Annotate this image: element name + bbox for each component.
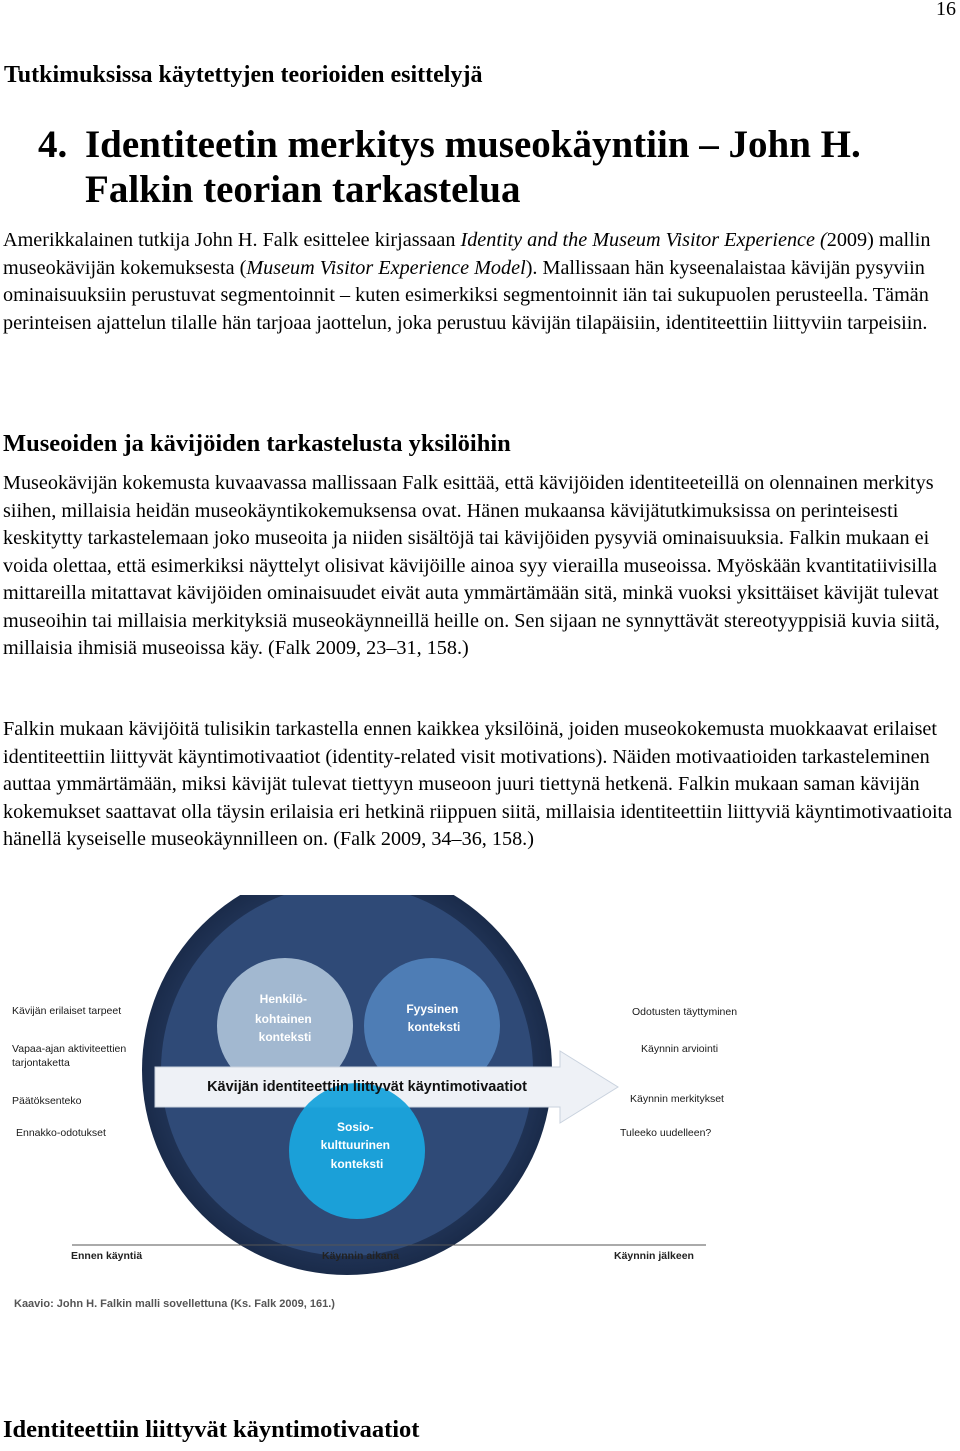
section-title: Tutkimuksissa käytettyjen teorioiden esittelyjä <box>4 62 483 88</box>
timeline-before: Ennen käyntiä <box>71 1250 143 1262</box>
chapter-title-line-1: Identiteetin merkitys museokäyntiin – John H. <box>85 123 861 166</box>
page-number: 16 <box>936 0 956 20</box>
right-item-4: Tuleeko uudelleen? <box>620 1127 712 1139</box>
left-item-2b: tarjontaketta <box>12 1057 70 1069</box>
left-item-3: Päätöksenteko <box>12 1095 82 1107</box>
intro-text-1: Amerikkalainen tutkija John H. Falk esittelee kirjassaan <box>3 229 461 251</box>
left-item-2a: Vapaa-ajan aktiviteettien <box>12 1043 127 1055</box>
heading-visitors: Museoiden ja kävijöiden tarkastelusta yksilöihin <box>3 430 511 457</box>
chapter-title <box>38 122 861 212</box>
sociocultural-context-label: Sosio- kulttuurinen konteksti <box>320 1120 390 1171</box>
right-item-3: Käynnin merkitykset <box>630 1093 724 1105</box>
paragraph-1: Museokävijän kokemusta kuvaavassa mallissaan Falk esittää, että kävijöiden identiteeteillä on olennainen merkitys siihen, millaisia heidän museokäyntikokemuksensa ovat. Hänen mukaansa kävijätutkimuksissa on perinteisesti keskitytty tarkastelemaan joko museoita ja niiden sisältöjä tai kävijöiden pysyviä ominaisuuksia. Falkin mukaan ei voida olettaa, että esimerkiksi näyttelyt olisivat kävijöille ainoa syy vierailla museoissa. Myöskään kvantitatiivisilla mittareilla mitattavat kävijöiden ominaisuudet eivät auta ymmärtämään sitä, minkä vuoksi yksittäiset kävijät tulevat museoihin tai millaisia merkityksiä museokäynneillä heille on. Sen sijaan ne synnyttävät stereotyyppisiä kuvia siitä, millaisia ihmisiä museoissa käy. (Falk 2009, 23–31, 158.) <box>3 472 940 659</box>
chapter-number: 4. <box>38 123 68 166</box>
intro-text-3: ). Mallissaan hän kyseenalaistaa kävijän pysyviin ominaisuuksiin perustuvat segmentoinnit – kuten esimerkiksi segmentoinnit iän tai sukupuolen perusteella. Tämän perinteisen ajattelun tilalle hän tarjoaa jaottelun, joka perustuu kävijän tilapäisiin, identiteettiin liittyviin tarpeisiin. <box>3 256 929 334</box>
left-item-4: Ennakko-odotukset <box>16 1127 106 1139</box>
right-item-1: Odotusten täyttyminen <box>632 1006 738 1018</box>
intro-paragraph <box>3 227 960 337</box>
falk-model-figure <box>0 895 750 1320</box>
book-title: Identity and the Museum Visitor Experience ( <box>460 229 827 251</box>
chapter-title-line-2: Falkin teorian tarkastelua <box>85 168 521 211</box>
paragraph-2: Falkin mukaan kävijöitä tulisikin tarkastella ennen kaikkea yksilöinä, joiden museokokemusta muokkaavat erilaiset identiteettiin liittyvät käyntimotivaatiot (identity-related visit motivations). Näiden motivaatioiden tarkasteleminen auttaa ymmärtämään, miksi kävijät tulevat tiettyyn museoon juuri tiettynä hetkenä. Falkin mukaan saman kävijän kokemukset saattavat olla täysin erilaisia eri hetkinä riippuen siitä, millaisia identiteettiin liittyviä käyntimotivaatioita hänellä kyseiselle museokäynnilleen on. (Falk 2009, 34–36, 158.) <box>3 718 953 850</box>
intro-text-2: 2009) mallin museokävijän kokemuksesta ( <box>3 229 931 279</box>
arrow-label: Kävijän identiteettiin liittyvät käyntimotivaatiot <box>207 1079 527 1095</box>
timeline-during: Käynnin aikana <box>322 1250 400 1262</box>
physical-context-label: Fyysinen konteksti <box>406 1002 461 1034</box>
heading-motivations: Identiteettiin liittyvät käyntimotivaatiot <box>3 1416 420 1443</box>
left-item-1: Kävijän erilaiset tarpeet <box>12 1005 122 1017</box>
figure-caption: Kaavio: John H. Falkin malli sovellettuna (Ks. Falk 2009, 161.) <box>14 1298 335 1310</box>
personal-context-label: Henkilö- kohtainen konteksti <box>254 992 312 1044</box>
model-name: Museum Visitor Experience Model <box>246 256 526 279</box>
timeline-after: Käynnin jälkeen <box>614 1250 694 1262</box>
right-item-2: Käynnin arviointi <box>641 1043 719 1055</box>
